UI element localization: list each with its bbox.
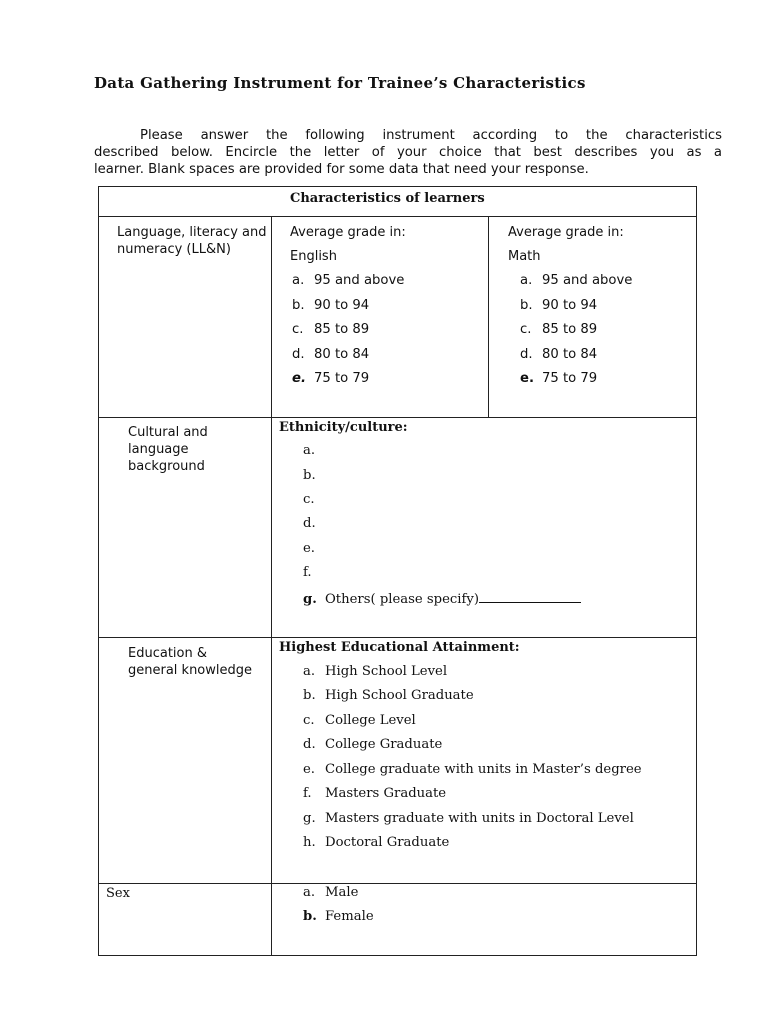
table-header-divider [98, 216, 697, 217]
english-option[interactable]: b. 90 to 94 [292, 298, 370, 313]
instructions-line-1: Please answer the following instrument according to the characteristics [140, 128, 722, 143]
math-heading: Average grade in: [508, 225, 624, 240]
others-specify-field[interactable] [479, 590, 581, 603]
row-divider-1 [98, 417, 697, 418]
education-option[interactable]: c. College Level [303, 713, 416, 728]
english-heading: Average grade in: [290, 225, 406, 240]
education-option[interactable]: a. High School Level [303, 664, 448, 679]
ethnicity-option[interactable]: d. [303, 516, 316, 531]
row-label-culture: Cultural and language background [128, 425, 208, 474]
education-option[interactable]: g. Masters graduate with units in Doctoral Level [303, 811, 634, 826]
education-option[interactable]: b. High School Graduate [303, 688, 474, 703]
education-heading: Highest Educational Attainment: [279, 640, 520, 655]
instructions-line-2: described below. Encircle the letter of your choice that best describes you as a [94, 145, 722, 160]
english-option[interactable]: d. 80 to 84 [292, 347, 370, 362]
education-option[interactable]: f. Masters Graduate [303, 786, 447, 801]
table-border-bottom [98, 955, 697, 956]
english-option[interactable]: e. 75 to 79 [292, 371, 370, 386]
math-option[interactable]: b. 90 to 94 [520, 298, 598, 313]
english-option[interactable]: c. 85 to 89 [292, 322, 370, 337]
ethnicity-option-others[interactable]: g. Others( please specify) [303, 590, 581, 607]
sex-option[interactable]: b. Female [303, 909, 374, 924]
table-border-right [696, 186, 697, 956]
row-divider-3 [98, 883, 697, 884]
instructions-line-3: learner. Blank spaces are provided for some data that need your response. [94, 162, 589, 177]
row-divider-2 [98, 637, 697, 638]
education-option[interactable]: h. Doctoral Graduate [303, 835, 450, 850]
ethnicity-option[interactable]: e. [303, 541, 315, 556]
ethnicity-option[interactable]: c. [303, 492, 315, 507]
english-option[interactable]: a. 95 and above [292, 273, 405, 288]
ethnicity-heading: Ethnicity/culture: [279, 420, 408, 435]
row-label-education: Education & general knowledge [128, 646, 253, 678]
ethnicity-option[interactable]: b. [303, 468, 316, 483]
table-header: Characteristics of learners [290, 191, 485, 206]
math-subject: Math [508, 249, 541, 264]
math-option[interactable]: a. 95 and above [520, 273, 633, 288]
page-title: Data Gathering Instrument for Trainee’s Characteristics [94, 74, 586, 92]
math-option[interactable]: c. 85 to 89 [520, 322, 598, 337]
column-divider [271, 216, 272, 956]
subject-column-divider [488, 216, 489, 418]
education-option[interactable]: d. College Graduate [303, 737, 443, 752]
table-border-left [98, 186, 99, 956]
ethnicity-option[interactable]: a. [303, 443, 316, 458]
sex-option[interactable]: a. Male [303, 885, 359, 900]
row-label-llan: Language, literacy and numeracy (LL&N) [117, 225, 267, 257]
english-subject: English [290, 249, 337, 264]
table-border-top [98, 186, 697, 187]
row-label-sex: Sex [106, 886, 130, 901]
ethnicity-option[interactable]: f. [303, 565, 312, 580]
instructions [94, 127, 722, 178]
education-option[interactable]: e. College graduate with units in Master’s degree [303, 762, 642, 777]
math-option[interactable]: d. 80 to 84 [520, 347, 598, 362]
math-option[interactable]: e. 75 to 79 [520, 371, 598, 386]
